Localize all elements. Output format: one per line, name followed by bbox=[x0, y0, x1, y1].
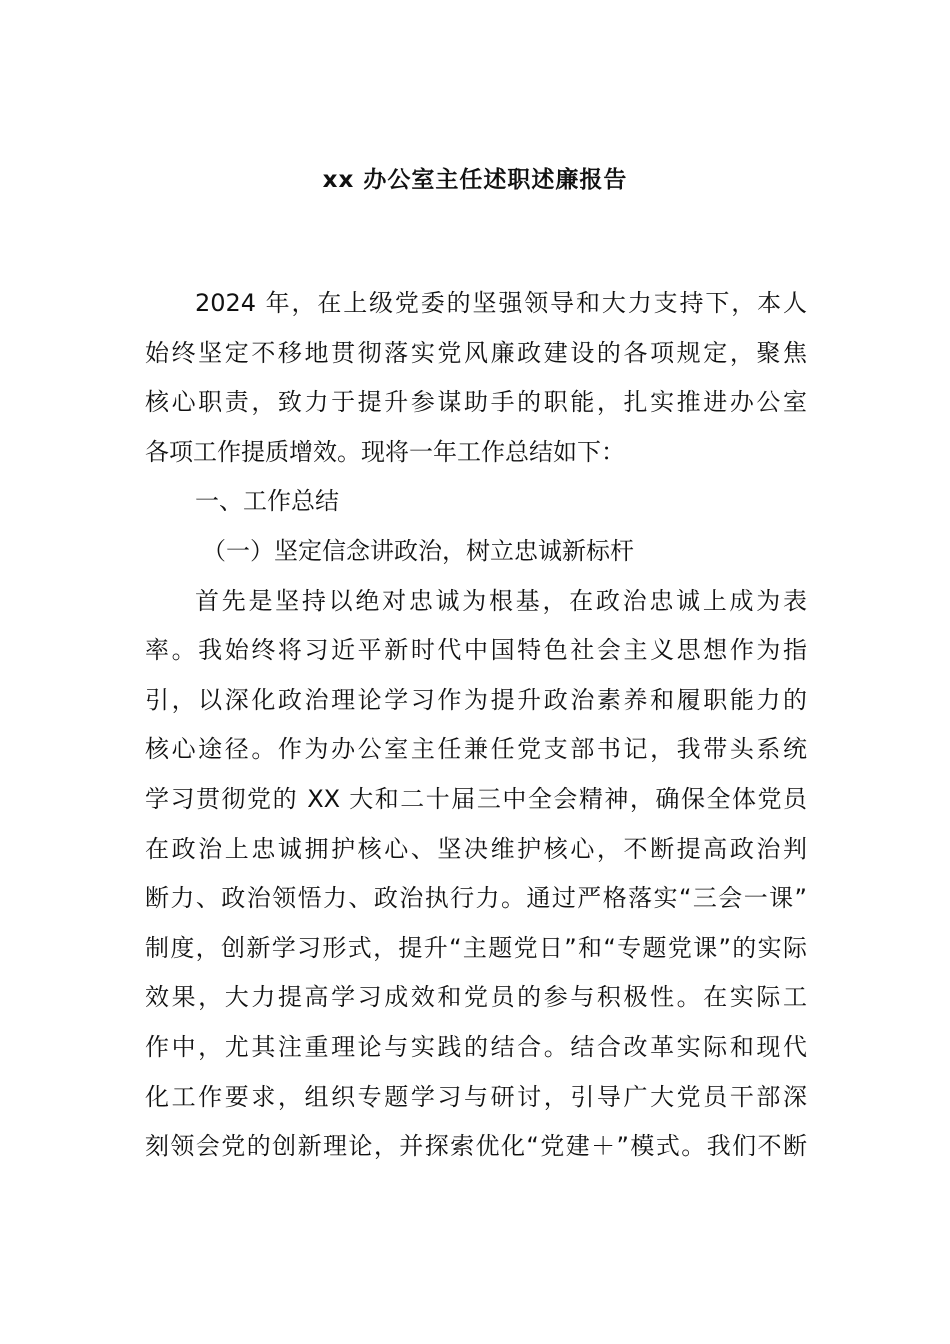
body-line-3: 引，以深化政治理论学习作为提升政治素养和履职能力的 bbox=[145, 685, 807, 714]
body-line-4: 核心途径。作为办公室主任兼任党支部书记，我带头系统 bbox=[145, 735, 807, 764]
intro-line-4: 各项工作提质增效。现将一年工作总结如下： bbox=[145, 437, 625, 466]
body-line-5: 学习贯彻党的 XX 大和二十届三中全会精神，确保全体党员 bbox=[145, 784, 807, 813]
intro-line-2: 始终坚定不移地贯彻落实党风廉政建设的各项规定，聚焦 bbox=[145, 338, 807, 367]
body-line-9: 效果，大力提高学习成效和党员的参与积极性。在实际工 bbox=[145, 983, 807, 1012]
body-line-1: 首先是坚持以绝对忠诚为根基，在政治忠诚上成为表 bbox=[195, 586, 807, 615]
body-line-12: 刻领会党的创新理论，并探索优化“党建＋”模式。我们不断 bbox=[145, 1132, 807, 1161]
document-body bbox=[145, 283, 807, 1176]
intro-line-3: 核心职责，致力于提升参谋助手的职能，扎实推进办公室 bbox=[145, 388, 807, 417]
body-line-2: 率。我始终将习近平新时代中国特色社会主义思想作为指 bbox=[145, 636, 807, 665]
body-line-6: 在政治上忠诚拥护核心、坚决维护核心，不断提高政治判 bbox=[145, 834, 807, 863]
body-line-7: 断力、政治领悟力、政治执行力。通过严格落实“三会一课” bbox=[145, 884, 807, 913]
body-line-11: 化工作要求，组织专题学习与研讨，引导广大党员干部深 bbox=[145, 1082, 807, 1111]
subsection-heading-1: （一）坚定信念讲政治，树立忠诚新标杆 bbox=[202, 536, 634, 565]
section-heading-1: 一、工作总结 bbox=[195, 487, 339, 516]
intro-line-1: 2024 年，在上级党委的坚强领导和大力支持下，本人 bbox=[195, 289, 807, 317]
body-line-8: 制度，创新学习形式，提升“主题党日”和“专题党课”的实际 bbox=[145, 933, 807, 962]
document-title: xx 办公室主任述职述廉报告 bbox=[322, 167, 628, 193]
body-line-10: 作中，尤其注重理论与实践的结合。结合改革实际和现代 bbox=[145, 1032, 807, 1061]
